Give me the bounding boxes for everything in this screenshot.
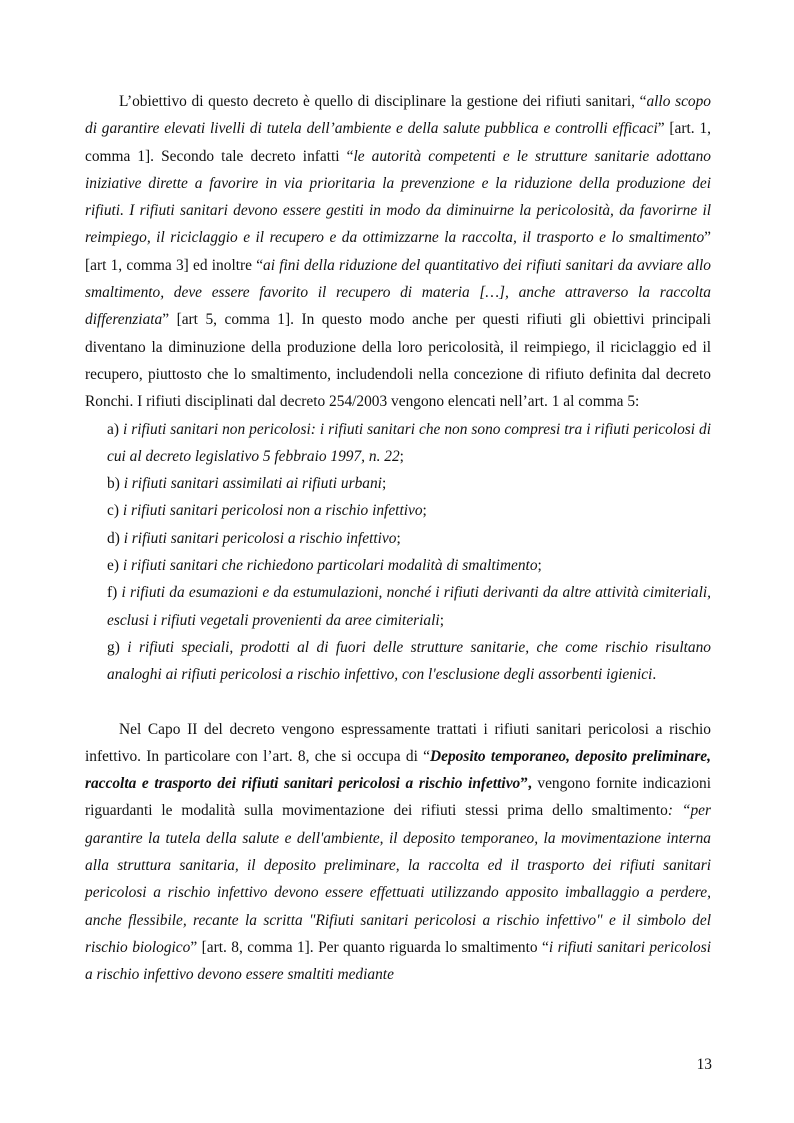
text-run: ” [art 5, comma 1]. In questo modo anche per questi rifiuti gli obiettivi principali diventano la diminuzione della produzione della loro pericolosità, il reimpiego, il riciclaggio ed il recupero, piuttosto che lo smaltimento, includendoli nella concezione di rifiuto definita dal decreto Ronchi. I rifiuti disciplinati dal decreto 254/2003 vengono elencati nell’art. 1 al comma 5: — [85, 311, 711, 411]
text-run: ” [art. 1, comma 1]. Secondo tale decreto infatti “ — [85, 120, 711, 165]
quote-art1-c3: le autorità competenti e le strutture sanitarie adottano iniziative dirette a favorire in via prioritaria la prevenzione e la riduzione della produzione dei rifiuti. I rifiuti sanitari devono essere gestiti in modo da diminuirne la pericolosità, da favorirne il reimpiego, il riciclaggio e il recupero e da ottimizzarne la raccolta, il trasporto e lo smaltimento — [85, 147, 711, 247]
quote-art8-c1: per garantire la tutela della salute e dell'ambiente, il deposito temporaneo, la movimentazione interna alla struttura sanitaria, il deposito preliminare, la raccolta ed il trasporto dei rifiuti sanitari pericolosi a rischio infettivo devono essere effettuati utilizzando apposito imballaggio a perdere, anche flessibile, recante la scritta "Rifiuti sanitari pericolosi a rischio infettivo" e il simbolo del rischio biologico — [85, 802, 711, 956]
list-item: d) i rifiuti sanitari pericolosi a rischio infettivo; — [107, 529, 401, 547]
paragraph-spacer — [85, 689, 711, 716]
page-number: 13 — [696, 1056, 712, 1073]
text-run: ” [art 1, comma 3] ed inoltre “ — [85, 229, 711, 274]
list-item: g) i rifiuti speciali, prodotti al di fuori delle strutture sanitarie, che come rischio risultano analoghi ai rifiuti pericolosi a rischio infettivo, con l'esclusione degli assorbenti igienici. — [107, 638, 711, 684]
quote-art1-c1: allo scopo di garantire elevati livelli di tutela dell’ambiente e della salute pubblica e controlli efficaci — [85, 93, 711, 138]
paragraph-intro — [85, 88, 711, 416]
list-item: a) i rifiuti sanitari non pericolosi: i rifiuti sanitari che non sono compresi tra i rifiuti pericolosi di cui al decreto legislativo 5 febbraio 1997, n. 22; — [107, 420, 711, 465]
article-8-title: Deposito temporaneo, deposito preliminare, raccolta e trasporto dei rifiuti sanitari pericolosi a rischio infettivo — [85, 747, 711, 793]
quote-smaltimento: i rifiuti sanitari pericolosi a rischio infettivo devono essere smaltiti mediante — [85, 938, 711, 984]
text-run: L’obiettivo di questo decreto è quello di disciplinare la gestione dei rifiuti sanitari, “ — [119, 93, 647, 110]
quote-art5-c1: ai fini della riduzione del quantitativo dei rifiuti sanitari da avviare allo smaltimento, deve essere favorito il recupero di materia […], anche attraverso la raccolta differenziata — [85, 256, 712, 329]
waste-categories-list — [107, 416, 711, 689]
document-page — [85, 88, 711, 989]
list-item: c) i rifiuti sanitari pericolosi non a rischio infettivo; — [107, 502, 427, 520]
text-run: Nel Capo II del decreto vengono espressamente trattati i rifiuti sanitari pericolosi a rischio infettivo. In particolare con l’art. 8, che si occupa di “ — [85, 720, 711, 765]
list-item: b) i rifiuti sanitari assimilati ai rifiuti urbani; — [107, 475, 387, 493]
paragraph-capo-ii: Nel Capo II del decreto vengono espressamente trattati i rifiuti sanitari pericolosi a rischio infettivo. In particolare con l’art. 8, che si occupa di “Deposito temporaneo, deposito preliminare, raccolta e trasporto dei rifiuti sanitari pericolosi a rischio infettivo”, vengono fornite indicazioni riguardanti le modalità sulla movimentazione dei rifiuti stessi prima dello smaltimento: “per garantire la tutela della salute e dell'ambiente, il deposito temporaneo, la movimentazione interna alla struttura sanitaria, il deposito preliminare, la raccolta ed il trasporto dei rifiuti sanitari pericolosi a rischio infettivo devono essere effettuati utilizzando apposito imballaggio a perdere, anche flessibile, recante la scritta "Rifiuti sanitari pericolosi a rischio infettivo" e il simbolo del rischio biologico” [art. 8, comma 1]. Per quanto riguarda lo smaltimento “i rifiuti sanitari pericolosi a rischio infettivo devono essere smaltiti mediante — [85, 720, 712, 984]
list-item: e) i rifiuti sanitari che richiedono particolari modalità di smaltimento; — [107, 557, 542, 575]
list-item: f) i rifiuti da esumazioni e da estumulazioni, nonché i rifiuti derivanti da altre attività cimiteriali, esclusi i rifiuti vegetali provenienti da aree cimiteriali; — [107, 584, 711, 629]
text-run: ” [art. 8, comma 1]. Per quanto riguarda lo smaltimento “ — [190, 938, 549, 956]
text-run: vengono fornite indicazioni riguardanti le modalità sulla movimentazione dei rifiuti stessi prima dello smaltimento — [85, 775, 712, 820]
